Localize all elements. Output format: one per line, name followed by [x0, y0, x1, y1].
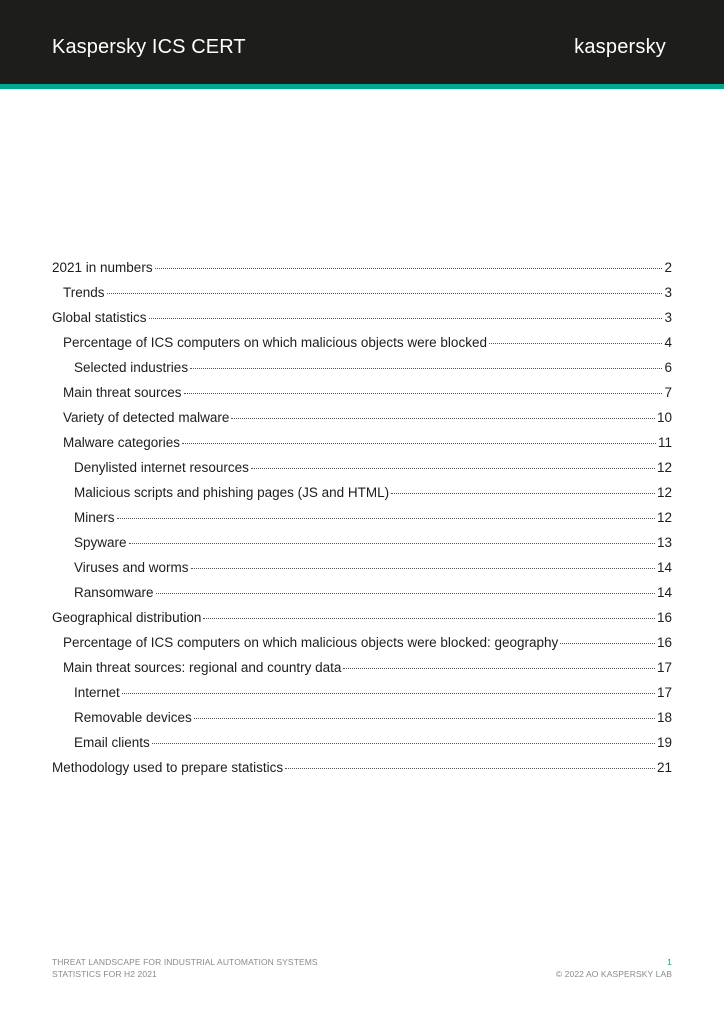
toc-entry[interactable] — [52, 609, 672, 634]
toc-entry-page: 10 — [656, 410, 672, 425]
toc-dot-leader — [191, 568, 655, 569]
toc-entry[interactable] — [52, 709, 672, 734]
table-of-contents — [52, 259, 672, 784]
toc-dot-leader — [285, 768, 655, 769]
toc-dot-leader — [152, 743, 655, 744]
toc-entry-title: Main threat sources — [63, 385, 182, 400]
toc-entry-title: Malware categories — [63, 435, 181, 450]
toc-entry-page: 12 — [656, 485, 672, 500]
toc-entry[interactable] — [52, 559, 672, 584]
toc-entry-page: 12 — [656, 510, 672, 525]
toc-dot-leader — [149, 318, 663, 319]
toc-dot-leader — [203, 618, 655, 619]
toc-entry-title: Percentage of ICS computers on which malicious objects were blocked — [63, 335, 487, 350]
toc-entry[interactable] — [52, 284, 672, 309]
toc-dot-leader — [184, 393, 663, 394]
toc-entry[interactable] — [52, 384, 672, 409]
toc-entry-title: Miners — [74, 510, 115, 525]
toc-entry[interactable] — [52, 409, 672, 434]
toc-entry-page: 21 — [656, 760, 672, 775]
toc-entry-page: 3 — [664, 310, 672, 325]
toc-entry[interactable] — [52, 534, 672, 559]
toc-entry[interactable] — [52, 584, 672, 609]
toc-entry[interactable] — [52, 659, 672, 684]
toc-entry[interactable] — [52, 759, 672, 784]
footer-copyright: © 2022 AO KASPERSKY LAB — [555, 969, 672, 979]
toc-entry-title: Main threat sources: regional and country data — [63, 660, 342, 675]
toc-dot-leader — [117, 518, 655, 519]
toc-entry[interactable] — [52, 334, 672, 359]
footer-document-title — [52, 956, 318, 980]
toc-entry-page: 13 — [656, 535, 672, 550]
toc-entry-title: Selected industries — [74, 360, 189, 375]
toc-entry[interactable] — [52, 634, 672, 659]
toc-entry-page: 4 — [664, 335, 672, 350]
toc-entry-title: Viruses and worms — [74, 560, 189, 575]
toc-entry-title: Geographical distribution — [52, 610, 202, 625]
toc-dot-leader — [107, 293, 663, 294]
toc-entry[interactable] — [52, 684, 672, 709]
toc-entry-page: 11 — [657, 435, 672, 450]
toc-entry-page: 12 — [656, 460, 672, 475]
toc-entry-page: 14 — [656, 560, 672, 575]
toc-dot-leader — [194, 718, 655, 719]
toc-dot-leader — [391, 493, 655, 494]
header-accent-stripe — [0, 84, 724, 89]
toc-dot-leader — [560, 643, 655, 644]
toc-dot-leader — [231, 418, 655, 419]
toc-entry-page: 16 — [656, 635, 672, 650]
toc-entry-title: Email clients — [74, 735, 150, 750]
toc-entry[interactable] — [52, 309, 672, 334]
toc-entry-page: 19 — [656, 735, 672, 750]
toc-entry-page: 2 — [664, 260, 672, 275]
toc-entry[interactable] — [52, 359, 672, 384]
toc-entry-page: 17 — [656, 660, 672, 675]
toc-dot-leader — [343, 668, 655, 669]
toc-entry-title: Global statistics — [52, 310, 147, 325]
kaspersky-logo: kaspersky — [574, 36, 666, 58]
footer-page-number: 1 — [667, 957, 672, 967]
toc-entry-title: Ransomware — [74, 585, 154, 600]
header-title: Kaspersky ICS CERT — [52, 36, 246, 58]
toc-entry-title: Denylisted internet resources — [74, 460, 249, 475]
toc-entry-title: Percentage of ICS computers on which malicious objects were blocked: geography — [63, 635, 559, 650]
footer-line-1: THREAT LANDSCAPE FOR INDUSTRIAL AUTOMATION SYSTEMS — [52, 957, 318, 967]
toc-dot-leader — [129, 543, 655, 544]
toc-dot-leader — [251, 468, 655, 469]
toc-entry-page: 14 — [656, 585, 672, 600]
toc-entry-title: Removable devices — [74, 710, 192, 725]
toc-entry-page: 18 — [656, 710, 672, 725]
toc-entry[interactable] — [52, 509, 672, 534]
page-header — [0, 0, 724, 84]
toc-entry-title: Internet — [74, 685, 120, 700]
toc-entry-page: 3 — [664, 285, 672, 300]
toc-entry[interactable] — [52, 484, 672, 509]
toc-dot-leader — [122, 693, 655, 694]
toc-entry-page: 6 — [664, 360, 672, 375]
toc-entry-page: 17 — [656, 685, 672, 700]
toc-entry[interactable] — [52, 459, 672, 484]
toc-entry-page: 16 — [656, 610, 672, 625]
toc-entry[interactable] — [52, 434, 672, 459]
toc-dot-leader — [155, 268, 663, 269]
toc-dot-leader — [190, 368, 662, 369]
toc-entry-title: Malicious scripts and phishing pages (JS and HTML) — [74, 485, 390, 500]
toc-dot-leader — [156, 593, 655, 594]
toc-entry-title: Variety of detected malware — [63, 410, 230, 425]
toc-entry-page: 7 — [664, 385, 672, 400]
toc-entry-title: Methodology used to prepare statistics — [52, 760, 284, 775]
toc-dot-leader — [182, 443, 656, 444]
footer-right — [556, 956, 672, 980]
toc-entry-title: Spyware — [74, 535, 127, 550]
toc-entry[interactable] — [52, 734, 672, 759]
toc-dot-leader — [489, 343, 663, 344]
toc-entry-title: Trends — [63, 285, 105, 300]
footer-line-2: STATISTICS FOR H2 2021 — [52, 969, 157, 979]
toc-entry-title: 2021 in numbers — [52, 260, 153, 275]
toc-entry[interactable] — [52, 259, 672, 284]
